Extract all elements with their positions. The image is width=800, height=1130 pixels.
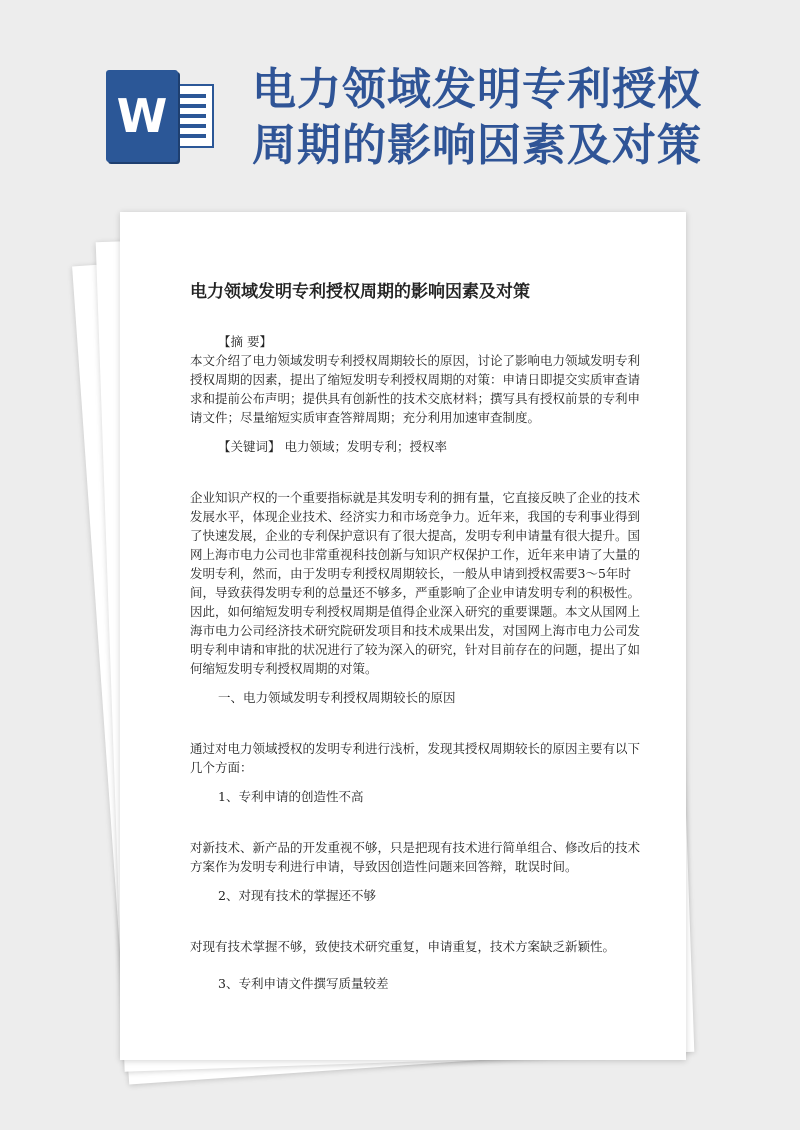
keywords-label: 【关键词】 — [218, 439, 281, 454]
keywords-line — [190, 437, 646, 456]
section1-paragraph: 通过对电力领域授权的发明专利进行浅析，发现其授权周期较长的原因主要有以下几个方面： — [190, 741, 641, 775]
intro-paragraph: 企业知识产权的一个重要指标就是其发明专利的拥有量，它直接反映了企业的技术发展水平，体现企业技术、经济实力和市场竞争力。近年来，我国的专利事业得到了快速发展，企业的专利保护意识有了很大提高，发明专利申请量有很大提升。国网上海市电力公司也非常重视科技创新与知识产权保护工作，近年来申请了大量的发明专利，然而，由于发明专利授权周期较长，一般从申请到授权需要3～5年时间，导致获得发明专利的总量还不够多，严重影响了企业申请发明专利的积极性。因此，如何缩短发明专利授权周期是值得企业深入研究的重要课题。本文从国网上海市电力公司经济技术研究院研发项目和技术成果出发，对国网上海市电力公司发明专利申请和审批的状况进行了较为深入的研究，针对目前存在的问题，提出了如何缩短发明专利授权周期的对策。 — [190, 490, 641, 676]
hero-title — [252, 62, 782, 174]
abstract-text: 本文介绍了电力领域发明专利授权周期较长的原因，讨论了影响电力领域发明专利授权周期的因素，提出了缩短发明专利授权周期的对策：申请日即提交实质审查请求和提前公布声明；提供具有创新性的技术交底材料；撰写具有授权前景的专利申请文件；尽量缩短实质审查答辩周期；充分利用加速审查制度。 — [190, 353, 641, 425]
section1-heading: 一、电力领域发明专利授权周期较长的原因 — [218, 690, 456, 705]
document-body — [190, 280, 646, 993]
item2-heading: 2、对现有技术的掌握还不够 — [218, 888, 376, 903]
document-title: 电力领域发明专利授权周期的影响因素及对策 — [190, 282, 530, 302]
word-logo-icon — [106, 70, 218, 162]
hero-title-line1: 电力领域发明专利授权 — [252, 64, 702, 115]
hero-title-line2: 周期的影响因素及对策 — [252, 120, 702, 171]
word-tile — [106, 70, 178, 162]
keywords-text: 电力领域；发明专利；授权率 — [284, 439, 448, 454]
item1-paragraph: 对新技术、新产品的开发重视不够，只是把现有技术进行简单组合、修改后的技术方案作为发明专利进行申请，导致因创造性问题来回答辩，耽误时间。 — [190, 840, 641, 874]
abstract-label: 【摘 要】 — [218, 334, 272, 349]
item3-heading: 3、专利申请文件撰写质量较差 — [218, 976, 389, 991]
word-logo-letter: W — [116, 89, 168, 143]
item1-heading: 1、专利申请的创造性不高 — [218, 789, 364, 804]
item2-paragraph: 对现有技术掌握不够，致使技术研究重复，申请重复，技术方案缺乏新颖性。 — [190, 939, 616, 954]
